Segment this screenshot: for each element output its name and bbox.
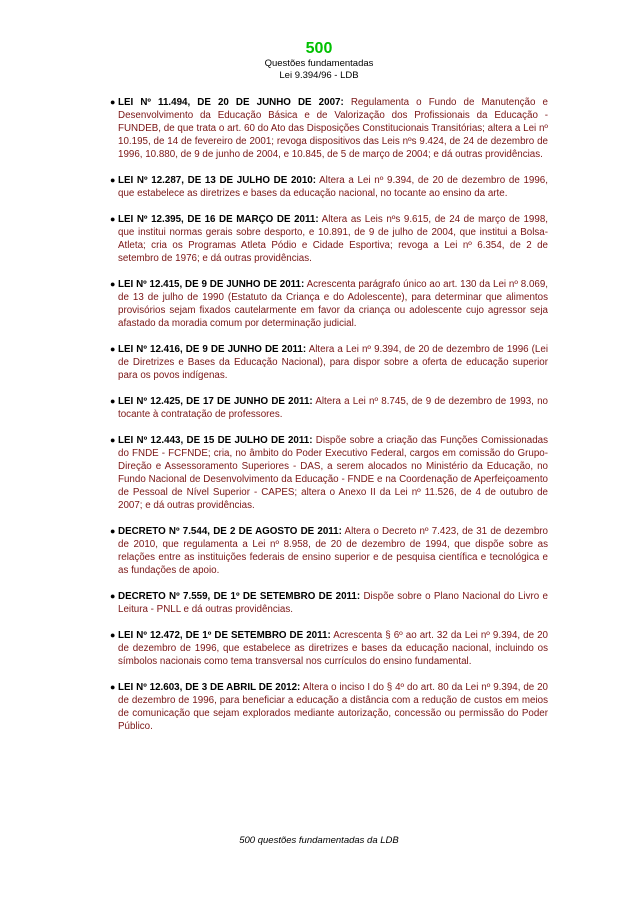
list-item [110,681,548,733]
law-description: Altera a Lei nº 9.394, de 20 de dezembro de 1996, que estabelece as diretrizes e bases da educação nacional, no tocante ao ensino da arte. [118,175,548,199]
bullet-icon: ● [110,396,116,406]
law-description: Dispõe sobre o Plano Nacional do Livro e Leitura - PNLL e dá outras providências. [118,591,548,615]
brand-title: 500 [305,40,333,57]
bullet-icon: ● [110,682,116,692]
law-description: Altera a Lei nº 9.394, de 20 de dezembro de 1996 (Lei de Diretrizes e Bases da Educação Nacional), para dispor sobre a oferta de educação superior para os povos indígenas. [118,344,549,381]
bullet-icon: ● [110,344,116,354]
list-item [110,525,548,577]
list-item [110,434,548,512]
bullet-icon: ● [110,630,116,640]
subtitle-line-1: Questões fundamentadas [264,58,374,69]
bullet-icon: ● [110,279,116,289]
subtitle-line-2: Lei 9.394/96 - LDB [279,69,359,81]
legislation-list [110,96,549,746]
bullet-icon: ● [110,526,116,536]
list-item [110,395,548,421]
law-title: DECRETO Nº 7.559, DE 1º DE SETEMBRO DE 2011: [118,591,361,602]
bullet-icon: ● [110,435,116,445]
law-description: Dispõe sobre a criação das Funções Comissionadas do FNDE - FCFNDE; cria, no âmbito do Poder Executivo Federal, cargos em comissão do Grupo-Direção e Assessoramento Superiores - DAS, a serem alocados no Ministério da Educação, no Fundo Nacional de Desenvolvimento da Educação - FNDE e na Coordenação de Aperfeiçoamento de Pessoal de Nível Superior - CAPES; altera o Anexo II da Lei nº 11.526, de 4 de outubro de 2007; e dá outras providências. [118,435,548,511]
law-description: Regulamenta o Fundo de Manutenção e Desenvolvimento da Educação Básica e de Valorização dos Profissionais da Educação - FUNDEB, de que trata o art. 60 do Ato das Disposições Constitucionais Transitórias; altera a Lei nº 10.195, de 14 de fevereiro de 2001; revoga dispositivos das Leis nºs 9.424, de 24 de dezembro de 1996, 10.880, de 9 de junho de 2004, e 10.845, de 5 de março de 2004; e dá outras providências. [118,97,548,160]
law-title: LEI Nº 12.395, DE 16 DE MARÇO DE 2011: [118,214,319,225]
list-item [110,629,549,668]
law-title: LEI Nº 12.443, DE 15 DE JULHO DE 2011: [118,435,313,446]
page-header [0,40,638,81]
page-footer: 500 questões fundamentadas da LDB [239,835,399,846]
law-description: Acrescenta parágrafo único ao art. 130 da Lei nº 8.069, de 13 de julho de 1990 (Estatuto da Criança e do Adolescente), para determinar que alimentos provisórios sejam fixados cautelarmente em favor da criança ou adolescente cujo agressor seja afastado da moradia comum por determinação judicial. [118,279,549,329]
law-title: LEI Nº 12.425, DE 17 DE JUNHO DE 2011: [118,396,313,407]
list-item [110,174,548,200]
bullet-icon: ● [110,591,116,601]
law-description: Altera o inciso I do § 4º do art. 80 da Lei nº 9.394, de 20 de dezembro de 1996, para beneficiar a educação a distância com a redução de custos em meios de comunicação que sejam explorados mediante autorização, concessão ou permissão do Poder Público. [118,682,548,732]
law-description: Acrescenta § 6º ao art. 32 da Lei nº 9.394, de 20 de dezembro de 1996, que estabelece as diretrizes e bases da educação nacional, incluindo os símbolos nacionais como tema transversal nos currículos do ensino fundamental. [118,630,549,667]
bullet-icon: ● [110,97,116,107]
law-description: Altera as Leis nºs 9.615, de 24 de março de 1998, que institui normas gerais sobre desporto, e 10.891, de 9 de julho de 2004, que institui a Bolsa-Atleta; cria os Programas Atleta Pódio e Cidade Esportiva; revoga a Lei nº 6.354, de 2 de setembro de 1976; e dá outras providências. [118,214,548,264]
list-item [110,278,549,330]
law-description: Altera a Lei nº 8.745, de 9 de dezembro de 1993, no tocante à contratação de professores. [118,396,548,420]
law-title: LEI Nº 12.472, DE 1º DE SETEMBRO DE 2011: [118,630,331,641]
law-title: LEI Nº 11.494, DE 20 DE JUNHO DE 2007: [118,97,344,108]
list-item [110,590,548,616]
law-title: LEI Nº 12.415, DE 9 DE JUNHO DE 2011: [118,279,305,290]
list-item [110,343,549,382]
law-title: LEI Nº 12.603, DE 3 DE ABRIL DE 2012: [118,682,301,693]
law-description: Altera o Decreto nº 7.423, de 31 de dezembro de 2010, que regulamenta a Lei nº 8.958, de 20 de dezembro de 1994, que dispõe sobre as relações entre as instituições federais de ensino superior e de pesquisa científica e tecnológica e as fundações de apoio. [118,526,548,576]
bullet-icon: ● [110,214,116,224]
law-title: DECRETO Nº 7.544, DE 2 DE AGOSTO DE 2011: [118,526,342,537]
list-item [110,96,548,161]
bullet-icon: ● [110,175,116,185]
law-title: LEI Nº 12.416, DE 9 DE JUNHO DE 2011: [118,344,307,355]
law-title: LEI Nº 12.287, DE 13 DE JULHO DE 2010: [118,175,316,186]
list-item [110,213,548,265]
